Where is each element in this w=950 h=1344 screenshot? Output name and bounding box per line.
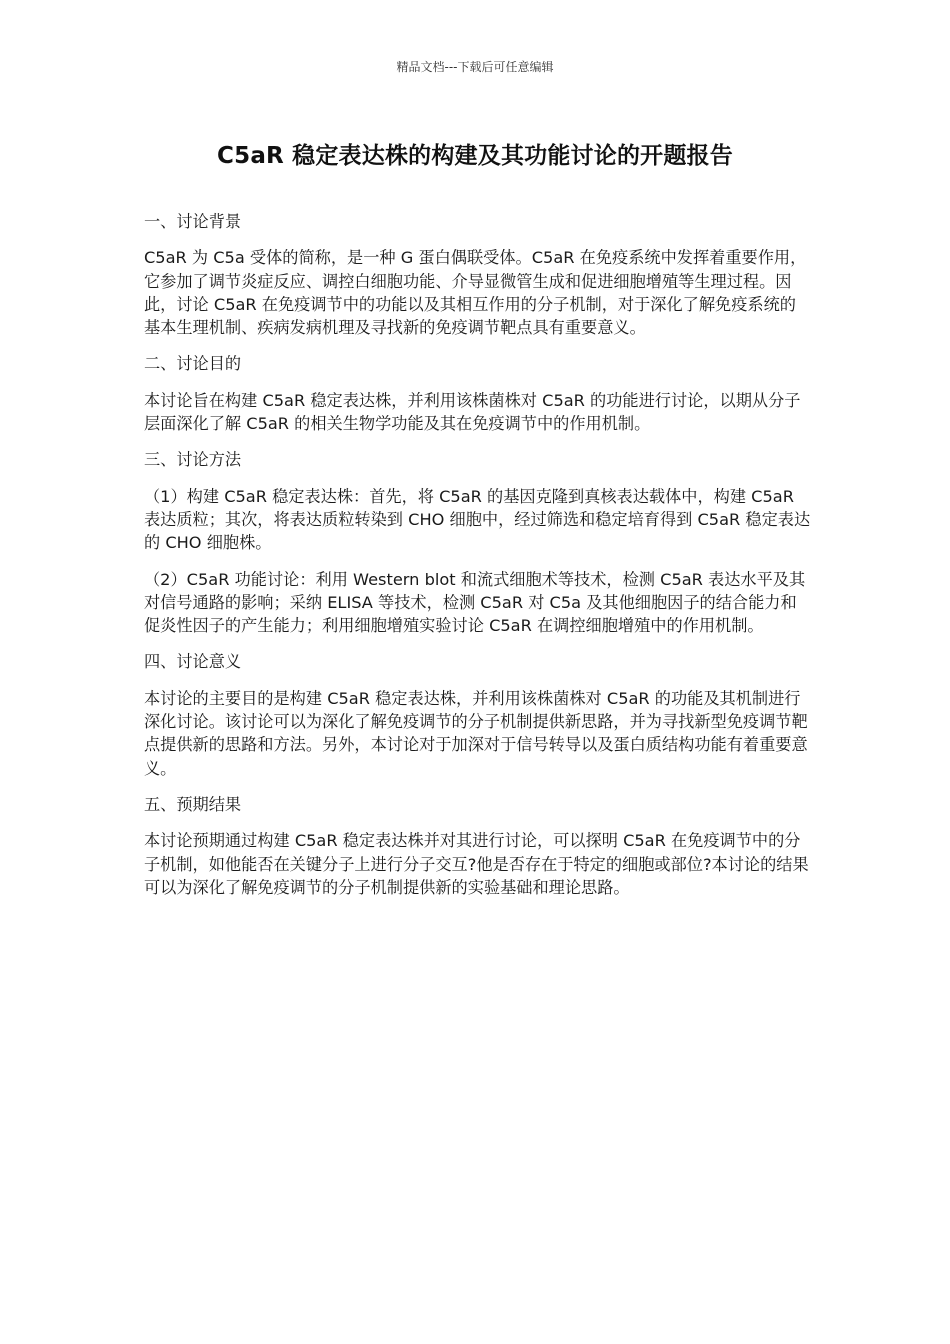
section-purpose	[144, 352, 812, 435]
section-heading: 一、讨论背景	[144, 212, 242, 231]
section-heading: 二、讨论目的	[144, 354, 242, 374]
section-background	[144, 210, 812, 339]
section-significance	[144, 650, 812, 779]
section-heading: 五、预期结果	[144, 794, 242, 814]
paragraph: （1）构建 C5aR 稳定表达株：首先，将 C5aR 的基因克隆到真核表达载体中，构建 C5aR 表达质粒；其次，将表达质粒转染到 CHO 细胞中，经过筛选和稳定培育得到 C5aR 稳定表达的 CHO 细胞株。	[144, 486, 811, 553]
paragraph: 本讨论旨在构建 C5aR 稳定表达株，并利用该株菌株对 C5aR 的功能进行讨论，以期从分子层面深化了解 C5aR 的相关生物学功能及其在免疫调节中的作用机制。	[144, 390, 801, 434]
document-body	[144, 210, 812, 912]
paragraph: （2）C5aR 功能讨论：利用 Western blot 和流式细胞术等技术，检测 C5aR 表达水平及其对信号通路的影响；采纳 ELISA 等技术，检测 C5aR 对 C5a 及其他细胞因子的结合能力和促炎性因子的产生能力；利用细胞增殖实验讨论 C5aR 在调控细胞增殖中的作用机制。	[144, 569, 806, 636]
paragraph: 本讨论的主要目的是构建 C5aR 稳定表达株，并利用该株菌株对 C5aR 的功能及其机制进行深化讨论。该讨论可以为深化了解免疫调节的分子机制提供新思路，并为寻找新型免疫调节靶点提供新的思路和方法。另外，本讨论对于加深对于信号转导以及蛋白质结构功能有着重要意义。	[144, 688, 808, 778]
header-note: 精品文档---下载后可任意编辑	[396, 60, 554, 74]
section-heading: 四、讨论意义	[144, 652, 242, 672]
section-methods	[144, 448, 812, 637]
section-expected-results	[144, 793, 812, 899]
document-title: C5aR 稳定表达株的构建及其功能讨论的开题报告	[217, 143, 733, 169]
paragraph: 本讨论预期通过构建 C5aR 稳定表达株并对其进行讨论，可以探明 C5aR 在免疫调节中的分子机制，如他能否在关键分子上进行分子交互?他是否存在于特定的细胞或部位?本讨论的结果可以为深化了解免疫调节的分子机制提供新的实验基础和理论思路。	[144, 831, 809, 897]
paragraph: C5aR 为 C5a 受体的简称，是一种 G 蛋白偶联受体。C5aR 在免疫系统中发挥着重要作用，它参加了调节炎症反应、调控白细胞功能、介导显微管生成和促进细胞增殖等生理过程。因此，讨论 C5aR 在免疫调节中的功能以及其相互作用的分子机制，对于深化了解免疫系统的基本生理机制、疾病发病机理及寻找新的免疫调节靶点具有重要意义。	[144, 248, 807, 338]
section-heading: 三、讨论方法	[144, 450, 242, 470]
